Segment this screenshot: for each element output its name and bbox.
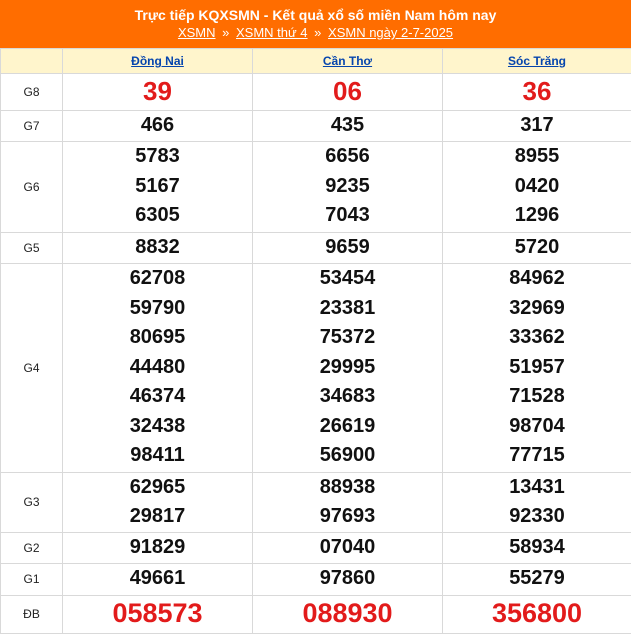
prize-number: 7043	[253, 201, 442, 231]
prize-number: 56900	[253, 441, 442, 471]
prize-cell	[253, 111, 443, 142]
prize-number: 55279	[443, 564, 631, 594]
breadcrumb-separator: »	[314, 25, 321, 40]
breadcrumb-separator: »	[222, 25, 229, 40]
prize-number: 62965	[63, 473, 252, 503]
prize-number: 29995	[253, 353, 442, 383]
prize-label: G7	[1, 111, 63, 142]
results-table	[0, 48, 631, 634]
prize-cell	[443, 74, 631, 111]
prize-label: ĐB	[1, 595, 63, 633]
prize-label: G6	[1, 141, 63, 232]
prize-label: G4	[1, 263, 63, 472]
prize-number: 36	[443, 77, 631, 107]
prize-cell	[443, 141, 631, 232]
prize-cell	[253, 263, 443, 472]
prize-number: 71528	[443, 382, 631, 412]
prize-label: G2	[1, 532, 63, 563]
prize-number: 13431	[443, 473, 631, 503]
prize-cell	[63, 532, 253, 563]
prize-number: 5783	[63, 142, 252, 172]
prize-cell	[253, 472, 443, 532]
prize-number: 92330	[443, 502, 631, 532]
prize-number: 34683	[253, 382, 442, 412]
prize-cell	[253, 595, 443, 633]
prize-number: 46374	[63, 382, 252, 412]
prize-number: 49661	[63, 564, 252, 594]
results-body	[1, 74, 631, 634]
prize-row	[1, 74, 631, 111]
prize-number: 06	[253, 77, 442, 107]
prize-number: 39	[63, 77, 252, 107]
prize-number: 1296	[443, 201, 631, 231]
prize-cell	[443, 111, 631, 142]
prize-row	[1, 472, 631, 532]
prize-label: G3	[1, 472, 63, 532]
prize-number: 058573	[63, 599, 252, 629]
prize-number: 466	[63, 111, 252, 141]
province-header	[443, 49, 631, 74]
prize-cell	[443, 595, 631, 633]
page-title: Trực tiếp KQXSMN - Kết quả xổ số miền Nam hôm nay	[0, 6, 631, 24]
prize-number: 435	[253, 111, 442, 141]
prize-number: 8832	[63, 233, 252, 263]
prize-number: 6656	[253, 142, 442, 172]
prize-number: 9235	[253, 172, 442, 202]
prize-number: 5167	[63, 172, 252, 202]
prize-number: 88938	[253, 473, 442, 503]
province-link-can-tho[interactable]: Cần Thơ	[323, 54, 372, 68]
prize-cell	[63, 74, 253, 111]
prize-number: 44480	[63, 353, 252, 383]
prize-label: G8	[1, 74, 63, 111]
prize-cell	[253, 532, 443, 563]
prize-label: G5	[1, 232, 63, 263]
prize-cell	[63, 595, 253, 633]
prize-cell	[253, 141, 443, 232]
prize-cell	[443, 532, 631, 563]
prize-number: 77715	[443, 441, 631, 471]
prize-number: 07040	[253, 533, 442, 563]
prize-cell	[63, 263, 253, 472]
prize-row	[1, 141, 631, 232]
prize-number: 23381	[253, 294, 442, 324]
prize-number: 9659	[253, 233, 442, 263]
prize-row	[1, 232, 631, 263]
prize-number: 59790	[63, 294, 252, 324]
prize-cell	[443, 472, 631, 532]
province-header	[253, 49, 443, 74]
prize-number: 98411	[63, 441, 252, 471]
prize-cell	[63, 472, 253, 532]
prize-cell	[443, 232, 631, 263]
prize-number: 62708	[63, 264, 252, 294]
prize-number: 97860	[253, 564, 442, 594]
prize-row	[1, 563, 631, 595]
prize-number: 32969	[443, 294, 631, 324]
prize-number: 97693	[253, 502, 442, 532]
prize-number: 356800	[443, 599, 631, 629]
prize-cell	[63, 111, 253, 142]
province-header	[63, 49, 253, 74]
prize-cell	[63, 141, 253, 232]
prize-number: 317	[443, 111, 631, 141]
prize-cell	[63, 563, 253, 595]
prize-row	[1, 111, 631, 142]
breadcrumb-xsmn-date[interactable]: XSMN ngày 2-7-2025	[328, 25, 453, 40]
prize-number: 53454	[253, 264, 442, 294]
breadcrumb	[0, 24, 631, 42]
prize-cell	[443, 563, 631, 595]
prize-number: 84962	[443, 264, 631, 294]
breadcrumb-xsmn-weekday[interactable]: XSMN thứ 4	[236, 25, 308, 40]
prize-number: 51957	[443, 353, 631, 383]
prize-number: 29817	[63, 502, 252, 532]
prize-number: 088930	[253, 599, 442, 629]
table-header-row	[1, 49, 631, 74]
prize-row	[1, 263, 631, 472]
prize-number: 8955	[443, 142, 631, 172]
prize-row	[1, 595, 631, 633]
prize-number: 91829	[63, 533, 252, 563]
prize-number: 32438	[63, 412, 252, 442]
prize-row	[1, 532, 631, 563]
prize-cell	[253, 74, 443, 111]
prize-cell	[253, 563, 443, 595]
province-link-soc-trang[interactable]: Sóc Trăng	[508, 54, 566, 68]
prize-number: 80695	[63, 323, 252, 353]
prize-number: 0420	[443, 172, 631, 202]
prize-number: 26619	[253, 412, 442, 442]
prize-number: 33362	[443, 323, 631, 353]
prize-number: 98704	[443, 412, 631, 442]
province-link-dong-nai[interactable]: Đồng Nai	[131, 54, 184, 68]
corner-cell	[1, 49, 63, 74]
prize-number: 75372	[253, 323, 442, 353]
prize-number: 6305	[63, 201, 252, 231]
breadcrumb-xsmn[interactable]: XSMN	[178, 25, 216, 40]
prize-number: 5720	[443, 233, 631, 263]
prize-cell	[253, 232, 443, 263]
prize-label: G1	[1, 563, 63, 595]
prize-cell	[443, 263, 631, 472]
prize-cell	[63, 232, 253, 263]
page-header	[0, 0, 631, 48]
prize-number: 58934	[443, 533, 631, 563]
